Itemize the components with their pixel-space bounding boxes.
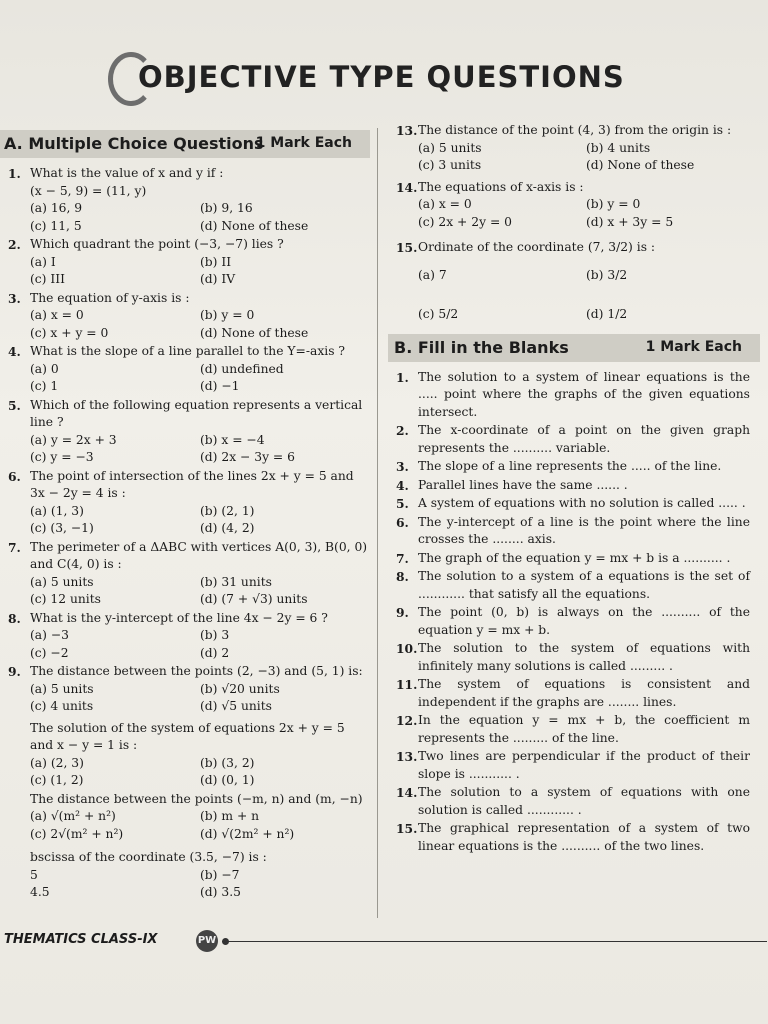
item-text: The x-coordinate of a point on the given graph represents the .......... variable. <box>418 423 750 455</box>
question-number: 13. <box>396 123 418 138</box>
item-text: The solution to a system of a equations is the set of ............ that satisfy all the equations. <box>418 569 750 601</box>
fill-blank-item <box>388 477 760 495</box>
item-text: A system of equations with no solution is called ..... . <box>418 496 746 510</box>
option: (c) 4 units <box>30 699 94 713</box>
option: (d) 2x − 3y = 6 <box>200 450 295 464</box>
option: (d) (0, 1) <box>200 773 255 787</box>
item-number: 6. <box>396 514 409 530</box>
footer-rule <box>222 941 767 942</box>
option: (b) (3, 2) <box>200 755 255 770</box>
option: (a) 7 <box>418 267 447 282</box>
question-number: 9. <box>8 664 21 679</box>
option: 4.5 <box>30 885 50 899</box>
fill-blank-item <box>388 712 760 747</box>
question-text: bscissa of the coordinate (3.5, −7) is : <box>30 850 267 864</box>
item-text: The system of equations is consistent and independent if the graphs are ........ lines. <box>418 677 750 709</box>
option: (d) −1 <box>200 379 240 393</box>
option: (b) (2, 1) <box>200 503 255 518</box>
question-text: The equations of x-axis is : <box>418 179 584 194</box>
options <box>30 755 370 790</box>
question-text: What is the slope of a line parallel to the Y=-axis ? <box>30 344 346 358</box>
option: (b) II <box>200 254 232 269</box>
question-number: 4. <box>8 344 21 359</box>
mcq-question <box>0 397 370 467</box>
options <box>30 574 370 609</box>
item-text: The point (0, b) is always on the .......... of the equation y = mx + b. <box>418 605 750 637</box>
option: (b) m + n <box>200 809 260 823</box>
section-a-marks: 1 Mark Each <box>255 135 352 151</box>
mcq-question <box>0 165 370 235</box>
question-text: The distance between the points (−m, n) and (m, −n) <box>30 791 363 806</box>
option: (a) 5 units <box>30 681 94 696</box>
mcq-question <box>0 791 370 844</box>
question-number: 14. <box>396 179 418 195</box>
coordinate: (7, 3/2) <box>587 240 633 254</box>
option: (a) √(m² + n²) <box>30 809 116 823</box>
option: (d) 2 <box>200 645 230 660</box>
option: (c) x + y = 0 <box>30 325 109 340</box>
options <box>30 361 370 396</box>
fill-blank-item <box>388 784 760 819</box>
question-text: Which quadrant the point (−3, −7) lies ? <box>30 237 284 251</box>
item-text: Two lines are perpendicular if the product of their slope is ........... . <box>418 749 750 781</box>
option: (b) y = 0 <box>586 197 641 211</box>
option: (a) 16, 9 <box>30 201 83 215</box>
section-b-header <box>388 334 760 362</box>
question-text-post: is : <box>636 240 656 254</box>
item-text: The graph of the equation y = mx + b is a .......... . <box>418 550 731 565</box>
option: (a) y = 2x + 3 <box>30 432 117 447</box>
question-text: What is the y-intercept of the line 4x − 2y = 6 ? <box>30 610 328 625</box>
option: (b) 4 units <box>586 140 651 155</box>
fill-blank-item <box>388 422 760 457</box>
option: (b) 31 units <box>200 574 272 589</box>
fill-blank-item <box>388 495 760 513</box>
item-text: The solution to the system of equations with infinitely many solutions is called ......... . <box>418 641 750 673</box>
option: (a) I <box>30 254 56 269</box>
option: (c) 5/2 <box>418 307 459 321</box>
option: (d) (7 + √3) units <box>200 592 308 606</box>
options <box>418 140 760 175</box>
item-number: 14. <box>396 785 418 800</box>
option: (d) undefined <box>200 361 284 376</box>
option: (b) y = 0 <box>200 308 255 322</box>
section-b-marks: 1 Mark Each <box>645 338 742 355</box>
question-text: What is the value of x and y if : <box>30 166 224 180</box>
option: (b) 3 <box>200 628 230 642</box>
option: (b) 3/2 <box>586 267 628 282</box>
mcq-question <box>388 122 760 175</box>
mcq-question <box>0 720 370 790</box>
option: (d) √5 units <box>200 699 272 713</box>
mcq-question <box>0 468 370 538</box>
options <box>30 503 370 538</box>
option: 5 <box>30 867 38 882</box>
fill-blank-item <box>388 568 760 603</box>
option: (c) 2√(m² + n²) <box>30 826 124 841</box>
section-a-header <box>0 130 370 158</box>
options <box>30 307 370 342</box>
fill-blank-item <box>388 820 760 855</box>
option: (c) y = −3 <box>30 450 94 464</box>
option: (a) 5 units <box>418 140 482 155</box>
option: (c) III <box>30 272 65 286</box>
question-equation: (x − 5, 9) = (11, y) <box>30 183 147 198</box>
mcq-list <box>0 158 370 902</box>
options <box>418 196 760 231</box>
option: (c) 2x + 2y = 0 <box>418 214 512 229</box>
question-text: The distance of the point (4, 3) from the origin is : <box>418 123 732 137</box>
item-number: 7. <box>396 550 409 566</box>
option: (b) x = −4 <box>200 432 265 447</box>
option: (c) (1, 2) <box>30 773 84 787</box>
item-number: 4. <box>396 477 409 493</box>
question-text: The distance between the points (2, −3) and (5, 1) is: <box>30 664 363 678</box>
question-number: 1. <box>8 166 21 181</box>
footer-text: THEMATICS CLASS-IX <box>4 932 158 947</box>
item-number: 10. <box>396 641 418 656</box>
options <box>30 867 370 902</box>
question-number: 5. <box>8 397 21 413</box>
option: (d) (4, 2) <box>200 521 255 535</box>
option: (b) 9, 16 <box>200 201 253 215</box>
option: (c) (3, −1) <box>30 521 94 535</box>
fill-blank-item <box>388 369 760 422</box>
options <box>30 808 370 843</box>
mcq-question <box>0 343 370 396</box>
question-number: 15. <box>396 240 418 255</box>
options <box>30 681 370 716</box>
option: (d) None of these <box>200 218 309 233</box>
option: (a) x = 0 <box>418 197 472 211</box>
option: (c) 1 <box>30 379 59 393</box>
option: (b) −7 <box>200 867 240 882</box>
mcq-question <box>0 610 370 663</box>
option: (b) √20 units <box>200 681 280 696</box>
fill-blanks-list <box>388 362 760 856</box>
section-b-title: B. Fill in the Blanks <box>394 337 569 357</box>
question-text: The point of intersection of the lines 2x + y = 5 and 3x − 2y = 4 is : <box>30 468 354 500</box>
mcq-list-continued <box>388 122 760 324</box>
fill-blank-item <box>388 604 760 639</box>
mcq-question <box>388 179 760 232</box>
option: (d) None of these <box>586 158 695 172</box>
item-text: The slope of a line represents the ..... of the line. <box>418 459 722 473</box>
option: (c) 3 units <box>418 158 482 172</box>
option: (a) (2, 3) <box>30 755 84 770</box>
option: (a) 5 units <box>30 574 94 589</box>
mcq-question <box>0 290 370 343</box>
section-a-title: A. Multiple Choice Questions <box>4 134 264 153</box>
question-number: 2. <box>8 237 21 252</box>
page-header <box>108 52 668 112</box>
question-text: The solution of the system of equations 2x + y = 5 and x − y = 1 is : <box>30 720 345 752</box>
option: (a) −3 <box>30 628 69 642</box>
question-number: 7. <box>8 539 21 555</box>
column-divider <box>377 128 378 918</box>
question-text <box>418 239 760 257</box>
option: (a) 0 <box>30 361 59 376</box>
right-column <box>388 122 760 855</box>
item-text: The solution to a system of equations with one solution is called ............ . <box>418 785 750 817</box>
item-number: 2. <box>396 423 409 438</box>
question-text: The perimeter of a ΔABC with vertices A(0, 3), B(0, 0) and C(4, 0) is : <box>30 539 368 571</box>
question-text-pre: Ordinate of the coordinate <box>418 240 584 254</box>
item-text: The graphical representation of a system of two linear equations is the .......... of the two lines. <box>418 821 750 853</box>
options <box>30 200 370 235</box>
publisher-logo-icon: PW <box>196 930 218 952</box>
item-number: 5. <box>396 496 409 511</box>
fill-blank-item <box>388 514 760 549</box>
mcq-question <box>0 849 370 902</box>
fill-blank-item <box>388 748 760 783</box>
question-number: 6. <box>8 468 21 484</box>
item-number: 12. <box>396 713 418 728</box>
mcq-question <box>0 236 370 289</box>
item-number: 3. <box>396 459 409 474</box>
mcq-question <box>0 539 370 609</box>
item-text: Parallel lines have the same ...... . <box>418 477 628 492</box>
option: (d) IV <box>200 272 236 286</box>
question-number: 8. <box>8 610 21 626</box>
options <box>30 627 370 662</box>
item-number: 1. <box>396 369 409 385</box>
option: (d) 3.5 <box>200 885 241 899</box>
item-text: In the equation y = mx + b, the coefficient m represents the ......... of the line. <box>418 713 750 745</box>
option: (c) −2 <box>30 645 69 660</box>
item-number: 9. <box>396 605 409 620</box>
item-number: 8. <box>396 569 409 584</box>
question-text: The equation of y-axis is : <box>30 290 190 305</box>
option: (d) x + 3y = 5 <box>586 214 674 229</box>
item-number: 13. <box>396 749 418 764</box>
item-number: 11. <box>396 677 418 692</box>
option: (d) None of these <box>200 325 309 340</box>
item-text: The y-intercept of a line is the point where the line crosses the ........ axis. <box>418 514 750 546</box>
options <box>30 432 370 467</box>
fill-blank-item <box>388 676 760 711</box>
left-column <box>0 130 370 902</box>
fill-blank-item <box>388 458 760 476</box>
fill-blank-item <box>388 640 760 675</box>
mcq-question <box>388 239 760 324</box>
item-number: 15. <box>396 821 418 836</box>
question-number: 3. <box>8 290 21 306</box>
options <box>418 267 760 324</box>
option: (c) 11, 5 <box>30 218 82 233</box>
page-footer <box>0 930 768 954</box>
mcq-question <box>0 663 370 716</box>
options <box>30 254 370 289</box>
fill-blank-item <box>388 550 760 568</box>
question-text: Which of the following equation represents a vertical line ? <box>30 397 363 429</box>
option: (d) √(2m² + n²) <box>200 826 295 841</box>
option: (a) x = 0 <box>30 308 84 322</box>
option: (c) 12 units <box>30 592 101 606</box>
option: (d) 1/2 <box>586 307 628 321</box>
page-title: OBJECTIVE TYPE QUESTIONS <box>138 60 625 94</box>
item-text: The solution to a system of linear equations is the ..... point where the graphs of the given equations intersect. <box>418 369 750 419</box>
option: (a) (1, 3) <box>30 503 84 518</box>
